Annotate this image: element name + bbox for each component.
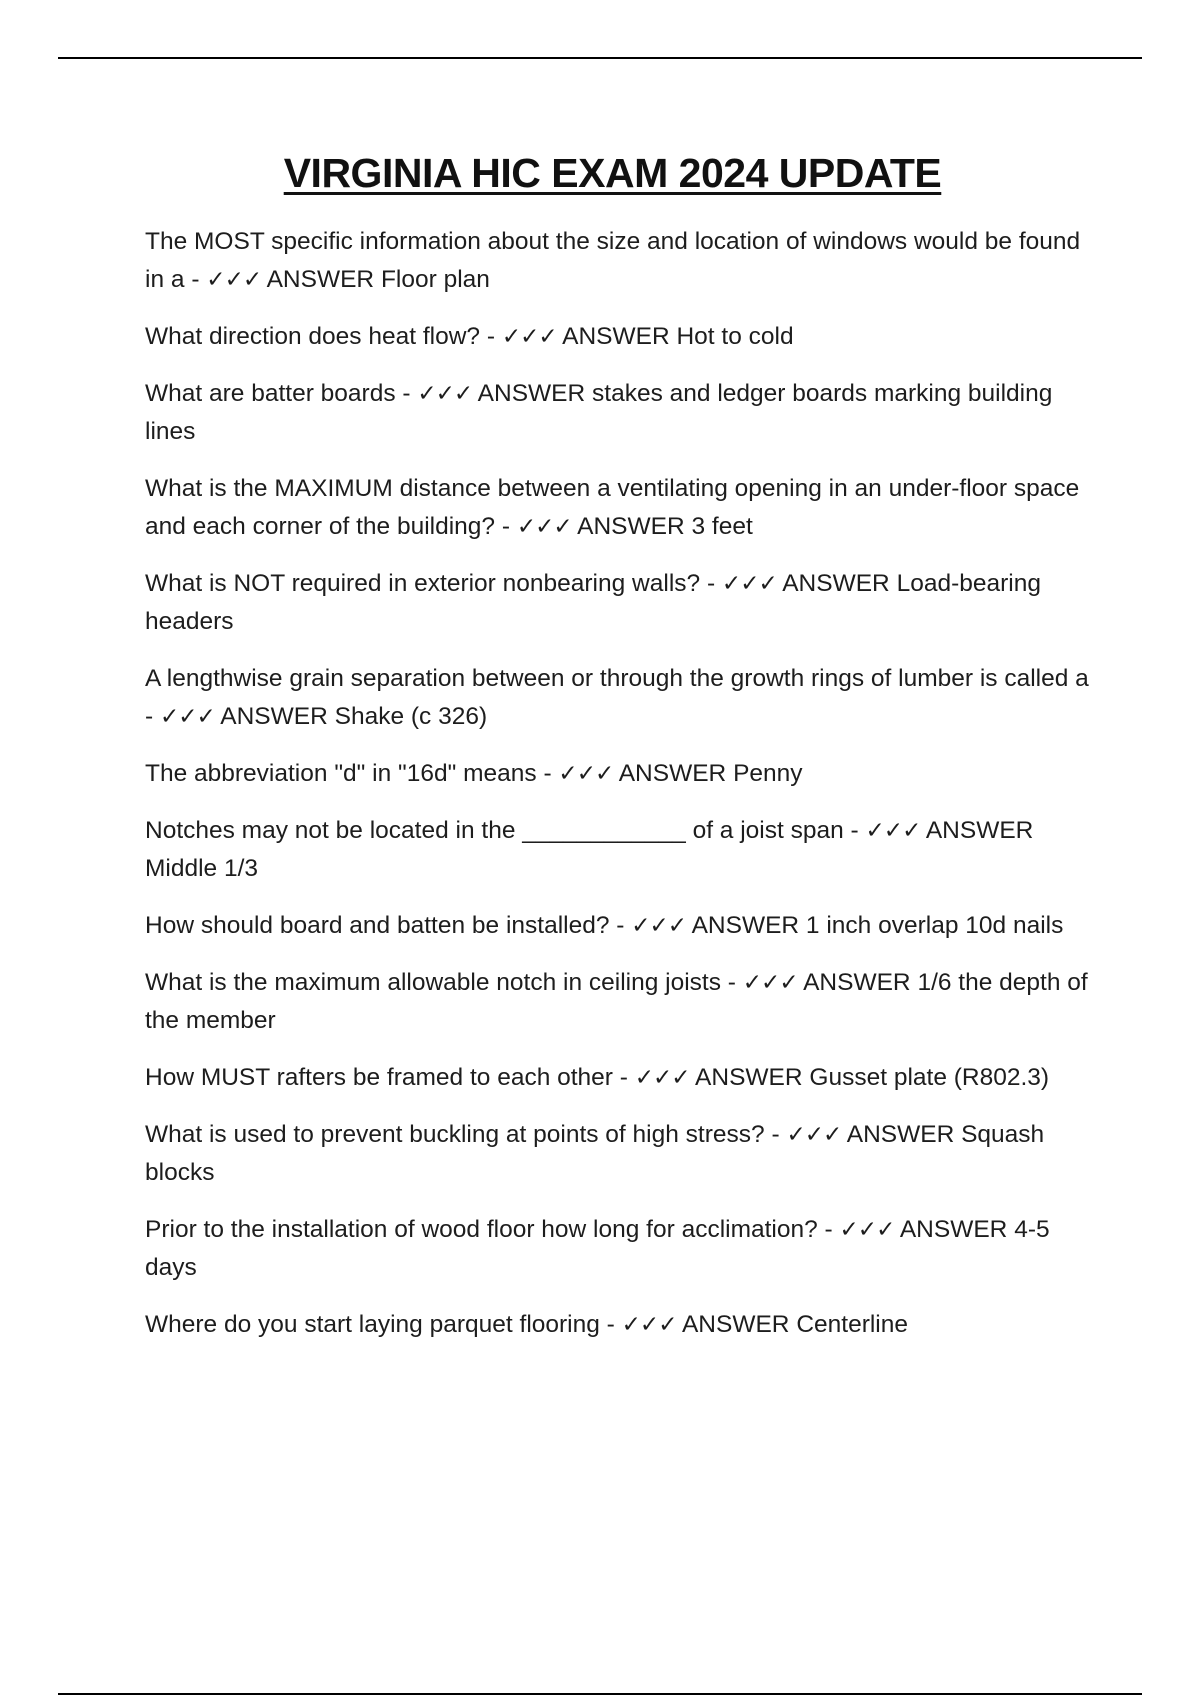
separator: - — [612, 1064, 635, 1091]
checkmarks-icon: ✓✓✓ — [558, 761, 614, 787]
question-text: What is the MAXIMUM distance between a ventilating opening in an under-floor space and each corner of the building? — [145, 475, 1080, 540]
separator: - — [817, 1216, 840, 1243]
question-text: What is used to prevent buckling at points of high stress? — [145, 1121, 765, 1148]
separator: - — [764, 1121, 787, 1148]
answer-label: ANSWER — [266, 266, 375, 293]
qa-item — [145, 1059, 1100, 1097]
answer-label: ANSWER — [782, 570, 890, 597]
qa-item — [145, 964, 1100, 1040]
separator: - — [495, 513, 517, 540]
qa-item — [145, 565, 1100, 641]
answer-text: Middle 1/3 — [145, 855, 259, 882]
qa-item — [145, 1116, 1100, 1192]
question-text: What are batter boards — [145, 380, 396, 407]
question-text: What direction does heat flow? — [145, 323, 481, 350]
separator: - — [721, 969, 743, 996]
question-text: What is the maximum allowable notch in ceiling joists — [145, 969, 721, 996]
qa-item — [145, 1211, 1100, 1287]
qa-item — [145, 907, 1100, 945]
checkmarks-icon: ✓✓✓ — [631, 913, 687, 939]
answer-label: ANSWER — [846, 1121, 955, 1148]
checkmarks-icon: ✓✓✓ — [501, 324, 557, 350]
answer-label: ANSWER — [695, 1064, 803, 1091]
checkmarks-icon: ✓✓✓ — [721, 571, 777, 597]
answer-text: Penny — [733, 760, 803, 787]
answer-text: 1/6 the depth of the member — [145, 969, 1088, 1034]
answer-text: 1 inch overlap 10d nails — [805, 912, 1064, 939]
answer-text: Shake (c 326) — [334, 703, 488, 730]
qa-item — [145, 375, 1100, 451]
qa-item — [145, 470, 1100, 546]
answer-text: stakes and ledger boards marking building lines — [145, 380, 1053, 445]
answer-text: Hot to cold — [676, 323, 794, 350]
answer-label: ANSWER — [925, 817, 1034, 844]
checkmarks-icon: ✓✓✓ — [159, 704, 215, 730]
qa-list — [145, 223, 1100, 1344]
checkmarks-icon: ✓✓✓ — [742, 970, 798, 996]
qa-item — [145, 318, 1100, 356]
separator: - — [599, 1311, 622, 1338]
question-text: How MUST rafters be framed to each other — [145, 1064, 613, 1091]
checkmarks-icon: ✓✓✓ — [865, 818, 921, 844]
separator: - — [700, 570, 722, 597]
answer-label: ANSWER — [681, 1311, 790, 1338]
answer-label: ANSWER — [577, 513, 685, 540]
qa-item — [145, 660, 1100, 736]
checkmarks-icon: ✓✓✓ — [621, 1312, 677, 1338]
qa-item — [145, 812, 1100, 888]
answer-label: ANSWER — [618, 760, 727, 787]
separator: - — [145, 703, 160, 730]
separator: - — [536, 760, 559, 787]
question-text: The abbreviation "d" in "16d" means — [145, 760, 537, 787]
document-page — [145, 150, 1100, 1363]
checkmarks-icon: ✓✓✓ — [417, 381, 473, 407]
separator: - — [843, 817, 866, 844]
question-text: What is NOT required in exterior nonbearing walls? — [145, 570, 701, 597]
qa-item — [145, 223, 1100, 299]
top-rule — [58, 57, 1142, 59]
question-text: Prior to the installation of wood floor how long for acclimation? — [145, 1216, 818, 1243]
qa-item — [145, 755, 1100, 793]
checkmarks-icon: ✓✓✓ — [206, 267, 262, 293]
answer-label: ANSWER — [562, 323, 670, 350]
checkmarks-icon: ✓✓✓ — [634, 1065, 690, 1091]
checkmarks-icon: ✓✓✓ — [516, 514, 572, 540]
question-text: Where do you start laying parquet flooring — [145, 1311, 600, 1338]
answer-text: 3 feet — [691, 513, 753, 540]
answer-label: ANSWER — [803, 969, 911, 996]
question-text: A lengthwise grain separation between or through the growth rings of lumber is called a — [145, 665, 1089, 692]
separator: - — [609, 912, 632, 939]
question-text: The MOST specific information about the size and location of windows would be found in a — [145, 228, 1081, 293]
document-title: VIRGINIA HIC EXAM 2024 UPDATE — [283, 150, 942, 196]
bottom-rule — [58, 1693, 1142, 1695]
question-text: How should board and batten be installed? — [145, 912, 610, 939]
qa-item — [145, 1306, 1100, 1344]
answer-text: Load-bearing headers — [145, 570, 1041, 635]
answer-text: Gusset plate (R802.3) — [809, 1064, 1050, 1091]
answer-label: ANSWER — [899, 1216, 1008, 1243]
separator: - — [395, 380, 418, 407]
checkmarks-icon: ✓✓✓ — [839, 1217, 895, 1243]
answer-text: Squash blocks — [145, 1121, 1045, 1186]
answer-label: ANSWER — [220, 703, 328, 730]
answer-label: ANSWER — [691, 912, 800, 939]
separator: - — [184, 266, 207, 293]
answer-text: Floor plan — [380, 266, 490, 293]
answer-text: 4-5 days — [145, 1216, 1050, 1281]
checkmarks-icon: ✓✓✓ — [786, 1122, 842, 1148]
separator: - — [480, 323, 502, 350]
answer-label: ANSWER — [477, 380, 586, 407]
answer-text: Centerline — [796, 1311, 908, 1338]
question-text: Notches may not be located in the ____________ of a joist span — [145, 817, 844, 844]
